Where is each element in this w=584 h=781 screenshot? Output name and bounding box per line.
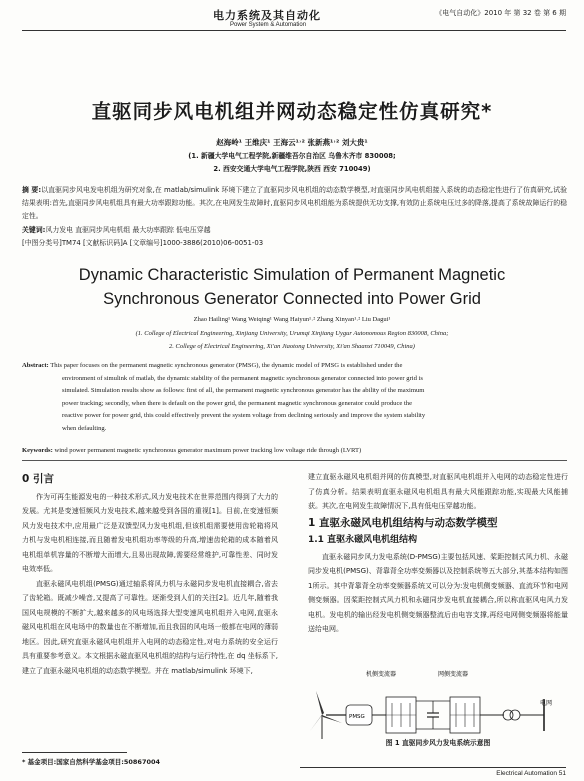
paper-title-en — [0, 263, 584, 311]
keywords-cn-text: 风力发电 直驱同步风电机组 最大功率跟踪 低电压穿越 — [45, 226, 211, 234]
footer-rule — [300, 767, 566, 768]
abstract-en-line-1: This paper focuses on the permanent magnetic synchronous generator (PMSG), the dynamic model of PMSG is established under the — [50, 362, 403, 369]
section-1-1-para: 直驱永磁同步风力发电系统(D-PMSG)主要包括风速、桨距控制式风力机、永磁同步发电机(PMSG)、背靠背全功率变频器以及控制系统等五大部分,其基本结构如图1所示。其中背靠背全功率变频器系统又可以分为:发电机侧变频器、直流环节和电网侧变频器。因桨距控制式风力机和永磁同步发电机直接耦合,所以称直驱风电风力发电机。发电机的输出经发电机侧变频器整流后由电容支撑,再经电网侧变频器将能量送给电网。 — [308, 552, 568, 633]
abstract-en-line-3: simulated. Simulation results show as follows: first of all, the permanent magnetic synchronous generator has the ability of the maximum — [62, 387, 425, 395]
journal-name-en: Power System & Automation — [230, 22, 307, 28]
right-column — [308, 470, 568, 637]
issue-info: 《电气自动化》2010 年 第 32 卷 第 6 期 — [435, 9, 566, 17]
footnote-rule — [22, 752, 127, 753]
abstract-cn-text: 以直驱同步风电发电机组为研究对象,在 matlab/simulink 环境下建立了直驱同步风电机组的动态数学模型,对直驱同步风电机组接入系统的动态稳定性进行了仿真研究,试验结果表明:首先,直驱同步风电机组具有最大功率跟踪功能。其次,在电网发生故障时,直驱同步风电机组能为系统提供无功支撑,有效防止系统电压过多的降落,提高了系统故障运行的稳定性。 — [22, 186, 568, 220]
abstract-en-line-4: power tracking; secondly, when there is default on the power grid, the permanent magnetic synchronous generator could produce the — [62, 399, 413, 407]
keywords-en-text: wind power permanent magnetic synchronous generator maximum power tracking low voltage ride through (LVRT) — [54, 447, 362, 454]
left-column — [22, 470, 278, 678]
section-0-heading: 0 引言 — [22, 473, 54, 485]
abstract-en — [22, 360, 567, 436]
section-0-para-1: 作为可再生能源发电的一种技术形式,风力发电技术在世界范围内得到了大力的发展。尤其是变速恒频风力发电技术,越来越受到各国的重视[1]。目前,在变速恒频风力发电技术中,应用最广泛是双馈型风力发电机组,但该机组需要使用齿轮箱将风力机与发电机相连接,而且随着发电机组功率等级的升高,增速齿轮箱的成本随着风电机组单机容量的不断增大而增大,且易出现故障,需要经常维护,可靠性差、同时发电效率低。 — [22, 492, 278, 573]
keywords-cn — [22, 224, 567, 234]
keywords-cn-label: 关键词: — [22, 226, 46, 234]
page-footer: Electrical Automation 51 — [496, 770, 566, 777]
header-rule — [22, 30, 566, 31]
section-1-1-heading: 1.1 直驱永磁风电机组结构 — [308, 535, 418, 545]
authors-en: Zhao Hailing¹ Wang Weiqing¹ Wang Haiyun¹˒² Zhang Xinyan¹˒² Liu Dagui¹ — [193, 316, 391, 323]
abstract-en-line-6: when defaulting. — [62, 424, 107, 432]
affiliation-cn-2: 2. 西安交通大学电气工程学院,陕西 西安 710049) — [213, 165, 371, 173]
section-1-heading: 1 直驱永磁风电机组结构与动态数学模型 — [308, 516, 498, 529]
figure-1-caption: 图 1 直驱同步风力发电系统示意图 — [385, 739, 491, 747]
paper-title-cn: 直驱同步风电机组并网动态稳定性仿真研究* — [91, 100, 493, 123]
fig-label-grid: 电网 — [540, 700, 553, 707]
gen-side-converter-icon — [386, 697, 416, 733]
abstract-en-line-2: environment of simulink of matlab, the dynamic stability of the permanent magnetic synchronous generator connected into power grid is — [62, 374, 423, 382]
generator-icon — [346, 705, 372, 725]
right-col-continuation: 建立直驱永磁风电机组并网的仿真模型,对直驱风电机组并入电网的动态稳定性进行了仿真分析。结果表明直驱永磁风电机组具有最大风能跟踪功能,实现最大风能捕获。其次,在电网发生故障情况下,具有低电压穿越功能。 — [308, 473, 568, 510]
affiliation-cn-1: (1. 新疆大学电气工程学院,新疆维吾尔自治区 乌鲁木齐市 830008; — [188, 152, 396, 160]
abstract-rule — [22, 460, 567, 461]
grid-side-converter-icon — [450, 697, 480, 733]
fig-label-grid-converter: 网侧变流器 — [438, 671, 469, 678]
paper-title-en-line-2: Synchronous Generator Connected into Power Grid — [103, 290, 481, 308]
classification-cn: [中图分类号]TM74 [文献标识码]A [文章编号]1000-3886(2010)06-0051-03 — [22, 239, 264, 247]
abstract-en-line-5: reactive power for power grid, this could effectively prevent the system voltage from declining seriously and improve the system stability — [62, 412, 426, 420]
fig-label-gen-converter: 机侧变流器 — [366, 671, 397, 678]
keywords-en — [22, 447, 567, 454]
paper-title-en-line-1: Dynamic Characteristic Simulation of Permanent Magnetic — [78, 266, 506, 284]
funding-note: * 基金项目:国家自然科学基金项目:50867004 — [22, 758, 161, 766]
affiliation-en-2: 2. College of Electrical Engineering, Xi'an Jiaotong University, Xi'an Shaanxi 710049, China) — [169, 343, 415, 350]
abstract-cn-label: 摘 要: — [22, 186, 42, 194]
section-0-para-2: 直驱永磁风电机组(PMSG)通过轴系将风力机与永磁同步发电机直接耦合,省去了齿轮箱。既减少噪音,又提高了可靠性。逐渐受到人们的关注[2]。近几年,随着我国风电规模的不断扩大,越来越多的风电场选择大型变速风电机组并入电网,直驱永磁风电机组在风电场中的数量也在不断增加,而且我国的风电场一般都在电网的薄弱地区。因此,研究直驱永磁风电机组并入电网的动态稳定性,对电力系统的安全运行具有重要参考意义。本文根据永磁直驱风电机组的结构与运行特性,在 dq 坐标系下,建立了直驱永磁风电机组的动态数学模型。并在 matlab/simulink 环境下, — [22, 579, 278, 675]
affiliation-en-1: (1. College of Electrical Engineering, Xinjiang University, Urumqi Xinjiang Uygur Autonomous Region 830008, China; — [135, 330, 449, 337]
keywords-en-label: Keywords: — [22, 447, 53, 454]
dc-link-capacitor-icon — [416, 701, 450, 729]
journal-name: 电力系统及其自动化 — [213, 9, 321, 22]
abstract-en-label: Abstract: — [22, 362, 49, 369]
figure-1-diagram — [308, 664, 568, 746]
abstract-cn — [22, 184, 567, 223]
fig-label-pmsg: PMSG — [349, 714, 365, 720]
transformer-icon — [503, 710, 520, 720]
authors-cn: 赵海岭¹ 王维庆¹ 王海云¹˒² 张新燕¹˒² 刘大贵¹ — [216, 138, 368, 147]
